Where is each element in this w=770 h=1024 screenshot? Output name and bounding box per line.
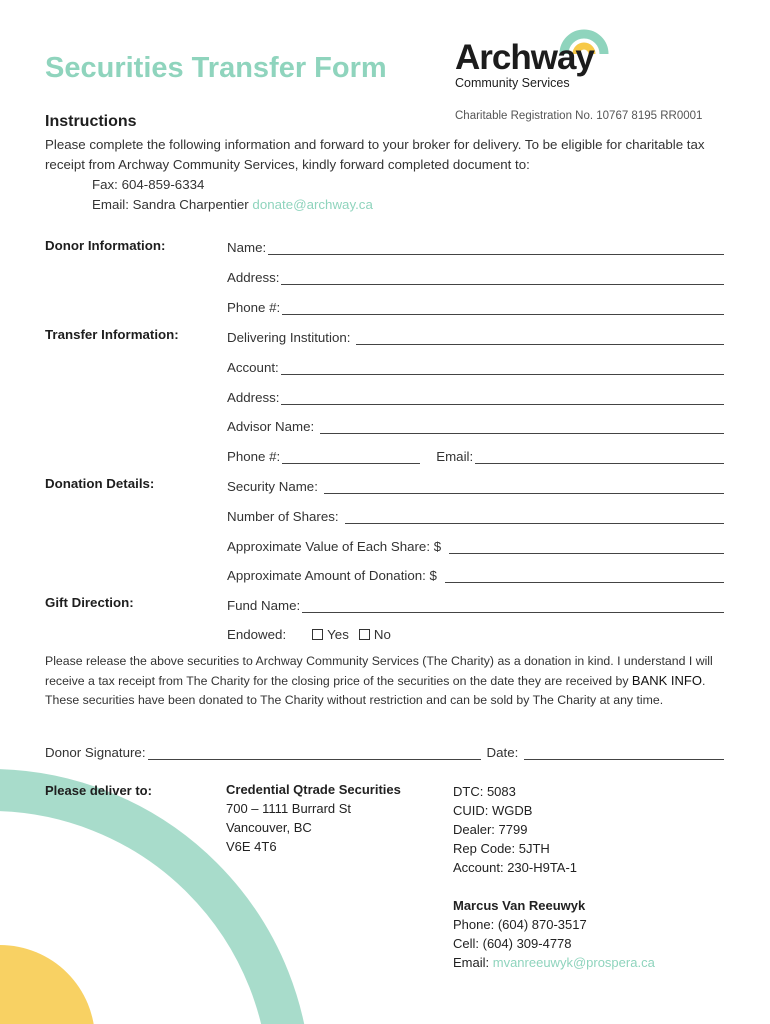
account-field[interactable] bbox=[227, 357, 724, 375]
fund-name-field[interactable] bbox=[227, 595, 724, 613]
fax-value: 604-859-6334 bbox=[121, 177, 205, 192]
endowed-yes-option[interactable] bbox=[312, 627, 349, 642]
transfer-address-field[interactable] bbox=[227, 387, 724, 405]
fax-line bbox=[92, 177, 204, 192]
contact-block bbox=[453, 896, 655, 972]
signature-row[interactable] bbox=[45, 742, 724, 760]
release-text-after: . These securities have been donated to The Charity without restriction and can be sold by The Charity at any time. bbox=[45, 674, 706, 707]
donor-name-label: Name: bbox=[227, 240, 267, 255]
donation-amount-line[interactable] bbox=[445, 569, 724, 583]
instructions-text: Please complete the following information and forward to your broker for delivery. To be eligible for charitable tax receipt from Archway Community Services, kindly forward completed document to: bbox=[45, 137, 705, 172]
release-paragraph bbox=[45, 652, 735, 710]
cuid-code: CUID: WGDB bbox=[453, 803, 533, 818]
advisor-name-line[interactable] bbox=[320, 420, 724, 434]
contact-email-label: Email: bbox=[453, 955, 490, 970]
advisor-email-line[interactable] bbox=[475, 450, 724, 464]
email-name: Sandra Charpentier bbox=[132, 197, 249, 212]
date-line[interactable] bbox=[524, 746, 724, 760]
contact-cell: Cell: (604) 309-4778 bbox=[453, 936, 572, 951]
contact-phone: Phone: (604) 870-3517 bbox=[453, 917, 587, 932]
donor-name-field[interactable] bbox=[227, 237, 724, 255]
donor-signature-label: Donor Signature: bbox=[45, 745, 146, 760]
number-of-shares-field[interactable] bbox=[227, 506, 724, 524]
section-donation-details: Donation Details: bbox=[45, 476, 155, 491]
advisor-email-label: Email: bbox=[436, 449, 474, 464]
delivering-institution-field[interactable] bbox=[227, 327, 724, 345]
value-each-share-line[interactable] bbox=[449, 540, 724, 554]
advisor-phone-label: Phone #: bbox=[227, 449, 281, 464]
transfer-address-label: Address: bbox=[227, 390, 280, 405]
advisor-phone-line[interactable] bbox=[282, 450, 420, 464]
email-line bbox=[92, 197, 373, 212]
email-label: Email: bbox=[92, 197, 129, 212]
institution-address-line1: 700 – 1111 Burrard St bbox=[226, 801, 352, 816]
endowed-no-option[interactable] bbox=[359, 627, 391, 642]
institution-address-line2: Vancouver, BC bbox=[226, 820, 312, 835]
no-checkbox[interactable] bbox=[359, 629, 370, 640]
advisor-name-label: Advisor Name: bbox=[227, 419, 315, 434]
institution-address-line3: V6E 4T6 bbox=[226, 839, 277, 854]
donor-address-field[interactable] bbox=[227, 267, 724, 285]
donor-signature-line[interactable] bbox=[148, 746, 481, 760]
security-name-field[interactable] bbox=[227, 476, 724, 494]
fax-label: Fax: bbox=[92, 177, 118, 192]
instructions-heading: Instructions bbox=[45, 113, 137, 130]
institution-address-block bbox=[226, 780, 401, 856]
value-each-share-field[interactable] bbox=[227, 536, 724, 554]
fund-name-line[interactable] bbox=[302, 599, 724, 613]
contact-email-line bbox=[453, 953, 655, 972]
date-label: Date: bbox=[486, 745, 519, 760]
security-name-line[interactable] bbox=[324, 480, 724, 494]
delivering-institution-line[interactable] bbox=[356, 331, 724, 345]
yes-checkbox[interactable] bbox=[312, 629, 323, 640]
logo-subtitle: Community Services bbox=[455, 76, 570, 90]
security-name-label: Security Name: bbox=[227, 479, 318, 494]
deliver-to-heading: Please deliver to: bbox=[45, 783, 152, 798]
contact-name: Marcus Van Reeuwyk bbox=[453, 898, 586, 913]
endowed-field bbox=[227, 624, 724, 642]
endowed-label: Endowed: bbox=[227, 627, 287, 642]
delivering-institution-label: Delivering Institution: bbox=[227, 330, 351, 345]
archway-logo bbox=[452, 24, 612, 94]
account-label: Account: bbox=[227, 360, 279, 375]
bank-info-placeholder: BANK INFO bbox=[631, 673, 702, 688]
release-text-before: Please release the above securities to Archway Community Services (The Charity) as a donation in kind. I understand I will receive a tax receipt from The Charity for the closing price of the securities on the date they are received by bbox=[45, 654, 713, 688]
contact-email-link[interactable]: mvanreeuwyk@prospera.ca bbox=[492, 955, 655, 970]
advisor-phone-email-field[interactable] bbox=[227, 446, 724, 464]
section-donor-information: Donor Information: bbox=[45, 238, 166, 253]
registration-number: Charitable Registration No. 10767 8195 RR0001 bbox=[455, 110, 703, 122]
donor-phone-line[interactable] bbox=[282, 301, 724, 315]
email-link[interactable]: donate@archway.ca bbox=[252, 197, 373, 212]
donor-phone-label: Phone #: bbox=[227, 300, 281, 315]
logo-wordmark: Archway bbox=[455, 38, 594, 77]
transfer-address-line[interactable] bbox=[281, 391, 724, 405]
donor-address-line[interactable] bbox=[281, 271, 724, 285]
value-each-share-label: Approximate Value of Each Share: $ bbox=[227, 539, 442, 554]
donor-name-line[interactable] bbox=[268, 241, 724, 255]
rep-code: Rep Code: 5JTH bbox=[453, 841, 550, 856]
yes-label: Yes bbox=[327, 627, 349, 642]
no-label: No bbox=[373, 627, 391, 642]
donor-address-label: Address: bbox=[227, 270, 280, 285]
donation-amount-label: Approximate Amount of Donation: $ bbox=[227, 568, 437, 583]
page-title: Securities Transfer Form bbox=[45, 52, 387, 84]
delivery-account: Account: 230-H9TA-1 bbox=[453, 860, 578, 875]
number-of-shares-line[interactable] bbox=[345, 510, 724, 524]
institution-name: Credential Qtrade Securities bbox=[226, 782, 401, 797]
dealer-code: Dealer: 7799 bbox=[453, 822, 528, 837]
advisor-name-field[interactable] bbox=[227, 416, 724, 434]
account-line[interactable] bbox=[281, 361, 724, 375]
section-transfer-information: Transfer Information: bbox=[45, 327, 179, 342]
fund-name-label: Fund Name: bbox=[227, 598, 301, 613]
number-of-shares-label: Number of Shares: bbox=[227, 509, 339, 524]
section-gift-direction: Gift Direction: bbox=[45, 595, 134, 610]
account-codes-block bbox=[453, 782, 577, 877]
donor-phone-field[interactable] bbox=[227, 297, 724, 315]
dtc-code: DTC: 5083 bbox=[453, 784, 516, 799]
donation-amount-field[interactable] bbox=[227, 565, 724, 583]
